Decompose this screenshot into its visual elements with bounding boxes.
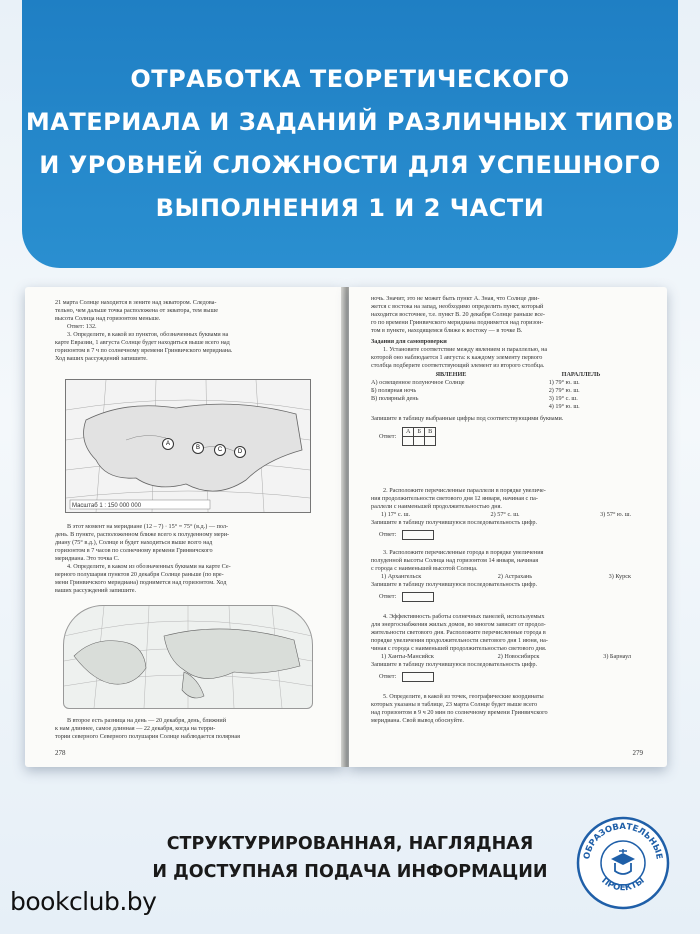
text-line: Запишите в таблицу получившуюся последовательность цифр. bbox=[371, 581, 538, 588]
map-point: B bbox=[192, 442, 204, 454]
cell: 4) 19° ю. ш. bbox=[548, 403, 580, 410]
left-page bbox=[25, 287, 343, 767]
northern-hemisphere-map bbox=[63, 605, 313, 709]
text-line: ния продолжительности светового дня 12 января, начиная с па- bbox=[371, 495, 538, 502]
left-text-top bbox=[55, 299, 317, 363]
answer-letter: В bbox=[428, 428, 433, 435]
text-line: ваших рассуждений запишите. bbox=[55, 587, 137, 594]
headline bbox=[22, 58, 678, 230]
text-line: 4. Эффективность работы солнечных панелей, используемых bbox=[383, 613, 545, 620]
eurasia-map bbox=[65, 379, 311, 513]
answer-letter: А bbox=[403, 428, 414, 436]
text-line: меридиана. Это точка С. bbox=[55, 555, 120, 562]
left-text-mid bbox=[55, 523, 317, 595]
text-line: чиная с города с наименьшей продолжительностью светового дня. bbox=[371, 645, 547, 652]
text-line: с города с наименьшей высотой Солнца. bbox=[371, 565, 478, 572]
text-line: В второе есть разница на день — 20 декабря, день, ближний bbox=[67, 717, 227, 724]
answer-box-1 bbox=[379, 427, 499, 446]
seal-top-text: ОБРАЗОВАТЕЛЬНЫЕ bbox=[582, 821, 664, 861]
northern-hemisphere-map-drawing bbox=[64, 606, 312, 708]
text-line: порядке увеличения продолжительности светового дня 1 июня, на- bbox=[371, 637, 548, 644]
text-line: В этот момент на меридиане (12 – 7) · 15° = 75° (в.д.) — пол- bbox=[67, 523, 229, 530]
open-book-photo bbox=[25, 287, 673, 767]
option: 2) 57° с. ш. bbox=[490, 511, 520, 518]
text-line: горизонтом в 7 ч по солнечному времени Гринвичского меридиана. bbox=[55, 347, 233, 354]
text-line: столбца подберите соответствующий элемент из второго столбца. bbox=[371, 362, 545, 369]
headline-line: МАТЕРИАЛА И ЗАДАНИЙ РАЗЛИЧНЫХ ТИПОВ bbox=[25, 108, 675, 136]
text-line: жется с востока на запад, необходимо определить пункт, который bbox=[371, 303, 544, 310]
answer-letter: Б bbox=[414, 428, 425, 436]
option: 1) Ханты-Мансийск bbox=[381, 653, 434, 660]
footer-line: И ДОСТУПНАЯ ПОДАЧА ИНФОРМАЦИИ bbox=[152, 862, 548, 882]
answer-label: Ответ: bbox=[379, 673, 397, 680]
footer-line: СТРУКТУРИРОВАННАЯ, НАГЛЯДНАЯ bbox=[166, 834, 534, 854]
text-line: мени Гринвичского меридиана) поднимется над горизонтом. Ход bbox=[55, 579, 227, 586]
option: 3) 57° ю. ш. bbox=[600, 511, 631, 518]
self-check-title: Задания для самопроверки bbox=[371, 338, 447, 345]
col-header: ПАРАЛЛЕЛЬ bbox=[561, 371, 601, 378]
cell: 3) 19° с. ш. bbox=[548, 395, 578, 402]
text-line: полуденной высоты Солнца над горизонтом 14 января, начиная bbox=[371, 557, 539, 564]
task4-block bbox=[371, 613, 641, 682]
text-line: ночь. Значит, это не может быть пункт А. Зная, что Солнце дви- bbox=[371, 295, 540, 302]
text-line: меридиана. Свой вывод обоснуйте. bbox=[371, 717, 464, 724]
text-line: над горизонтом в 9 ч 20 мин по солнечному времени Гринвичского bbox=[371, 709, 548, 716]
text-line: день. В пункте, расположенном ближе всего к полуденному мери- bbox=[55, 531, 230, 538]
cell: А) освещенное полуночное Солнце bbox=[371, 379, 465, 386]
table-row bbox=[371, 379, 641, 387]
seal-icon bbox=[575, 815, 671, 911]
text-line: высота Солнца над горизонтом меньше. bbox=[55, 315, 161, 322]
table-row bbox=[371, 395, 641, 403]
text-line: Запишите в таблицу выбранные цифры под соответствующими буквами. bbox=[371, 415, 564, 422]
text-line: для энергоснабжения жилых домов, во многом зависит от продол- bbox=[371, 621, 546, 628]
headline-line: ВЫПОЛНЕНИЯ 1 И 2 ЧАСТИ bbox=[155, 194, 545, 222]
text-line: верного полушария пунктов 20 декабря Солнце раньше (по вре- bbox=[55, 571, 224, 578]
page-number-left: 278 bbox=[55, 749, 66, 757]
text-line: 1. Установите соответствие между явлением и параллелью, на bbox=[383, 346, 548, 353]
headline-line: И УРОВНЕЙ СЛОЖНОСТИ ДЛЯ УСПЕШНОГО bbox=[39, 151, 661, 179]
option: 2) Новосибирск bbox=[497, 653, 540, 660]
text-line: к нам длиннее, самое длинная — 22 декабря, когда на терри- bbox=[55, 725, 216, 732]
text-line: 21 марта Солнце находится в зените над экватором. Следова- bbox=[55, 299, 217, 306]
text-line: том в пункте, находящемся ближе к востоку — в точке В. bbox=[371, 327, 523, 334]
text-line: Ответ: 132. bbox=[67, 323, 97, 330]
task1-table bbox=[371, 371, 641, 423]
text-line: 3. Определите, в какой из пунктов, обозначенных буквами на bbox=[67, 331, 229, 338]
text-line: которой оно наблюдается 1 августа: к каждому элементу первого bbox=[371, 354, 543, 361]
text-line: диану (75° в.д.), Солнце и будет находиться выше всего над bbox=[55, 539, 213, 546]
cell: 2) 79° ю. ш. bbox=[548, 387, 580, 394]
seal-bottom-text: ПРОЕКТЫ bbox=[599, 875, 647, 894]
map-point: D bbox=[234, 446, 246, 458]
left-text-bottom bbox=[55, 717, 317, 741]
page-number-right: 279 bbox=[632, 749, 643, 757]
cell: Б) полярная ночь bbox=[371, 387, 417, 394]
headline-line: ОТРАБОТКА ТЕОРЕТИЧЕСКОГО bbox=[130, 65, 570, 93]
text-line: карте Евразии, 1 августа Солнце будет находиться выше всего над bbox=[55, 339, 230, 346]
task5-block bbox=[371, 693, 641, 725]
table-row bbox=[371, 387, 641, 395]
option: 2) Астрахань bbox=[497, 573, 533, 580]
right-page bbox=[349, 287, 667, 767]
text-line: раллели с наименьшей продолжительностью дня. bbox=[371, 503, 502, 510]
educational-projects-seal bbox=[575, 815, 671, 911]
text-line: го по времени Гринвичского меридиана поднимется над горизон- bbox=[371, 319, 544, 326]
option: 3) Курск bbox=[608, 573, 631, 580]
text-line: 2. Расположите перечисленные параллели в порядке увеличе- bbox=[383, 487, 546, 494]
text-line: 5. Определите, в какой из точек, географические координаты bbox=[383, 693, 544, 700]
map-point: A bbox=[162, 438, 174, 450]
map-point: C bbox=[214, 444, 226, 456]
text-line: тельно, чем дальше точка расположена от экватора, тем выше bbox=[55, 307, 218, 314]
text-line: которых указаны в таблице, 23 марта Солнце будет выше всего bbox=[371, 701, 538, 708]
text-line: 3. Расположите перечисленные города в порядке увеличения bbox=[383, 549, 544, 556]
answer-label: Ответ: bbox=[379, 593, 397, 600]
col-header: ЯВЛЕНИЕ bbox=[435, 371, 467, 378]
answer-label: Ответ: bbox=[379, 531, 397, 538]
task2-block bbox=[371, 487, 641, 540]
text-line: Ход ваших рассуждений запишите. bbox=[55, 355, 148, 362]
text-line: 4. Определите, в каком из обозначенных буквами на карте Се- bbox=[67, 563, 231, 570]
eurasia-map-drawing bbox=[66, 380, 310, 512]
option: 3) Барнаул bbox=[603, 653, 631, 660]
cell: В) полярный день bbox=[371, 395, 419, 402]
table-row bbox=[371, 403, 641, 411]
right-text-top bbox=[371, 295, 641, 370]
text-line: горизонтом в 7 часов по солнечному времени Гринвичского bbox=[55, 547, 213, 554]
text-line: жительности светового дня. Расположите перечисленные города в bbox=[371, 629, 546, 636]
option: 1) Архангельск bbox=[381, 573, 422, 580]
option: 1) 17° с. ш. bbox=[381, 511, 411, 518]
text-line: тории северного Северного полушария Солнце наблюдается полярная bbox=[55, 733, 241, 740]
text-line: находится восточнее, т.е. пункт В. 20 декабря Солнце раньше все- bbox=[371, 311, 545, 318]
text-line: Запишите в таблицу получившуюся последовательность цифр. bbox=[371, 661, 538, 668]
cell bbox=[371, 403, 519, 411]
text-line: Запишите в таблицу получившуюся последовательность цифр. bbox=[371, 519, 538, 526]
task3-block bbox=[371, 549, 641, 602]
answer-label: Ответ: bbox=[379, 432, 397, 440]
cell: 1) 79° ю. ш. bbox=[548, 379, 580, 386]
brand-name: bookclub.by bbox=[10, 887, 157, 916]
map-caption: Масштаб 1 : 150 000 000 bbox=[72, 503, 142, 509]
